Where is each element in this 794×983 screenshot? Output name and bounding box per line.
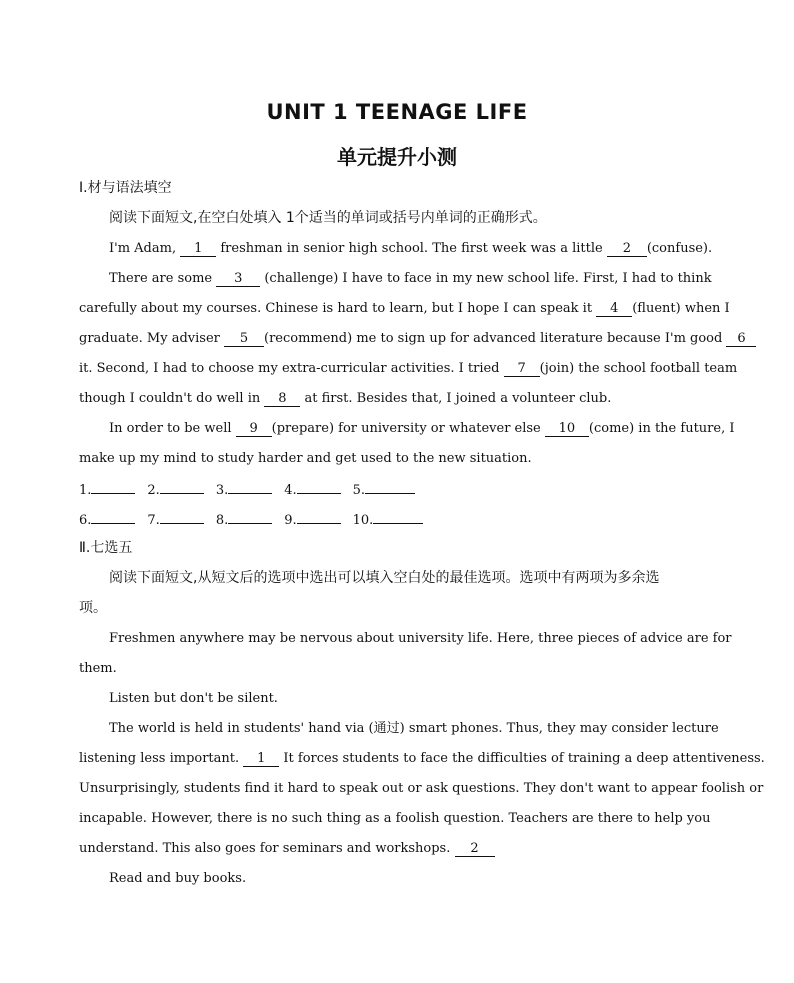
passage2-line-7: understand. This also goes for seminars and workshops. 2	[79, 841, 495, 857]
blank-8[interactable]: 8	[264, 392, 300, 407]
passage1-line-6: though I couldn't do well in 8 at first. Besides that, I joined a volunteer club.	[79, 391, 612, 406]
blank-10[interactable]: 10	[545, 422, 589, 437]
blank-6[interactable]: 6	[726, 332, 756, 347]
answer-slot[interactable]: 1.	[79, 482, 135, 499]
blank-5[interactable]: 5	[224, 332, 264, 347]
passage1-line-8: make up my mind to study harder and get used to the new situation.	[79, 451, 532, 466]
blank-9[interactable]: 9	[236, 422, 272, 437]
blank-3[interactable]: 3	[216, 272, 260, 287]
section1-instruction: 阅读下面短文,在空白处填入 1个适当的单词或括号内单词的正确形式。	[109, 210, 547, 226]
passage2-heading-2: Read and buy books.	[109, 871, 247, 886]
answer-slot[interactable]: 9.	[284, 512, 340, 529]
passage2-line-5: Unsurprisingly, students find it hard to speak out or ask questions. They don't want to appear foolish or	[79, 781, 764, 796]
blank-1[interactable]: 1	[180, 242, 216, 257]
passage1-line-5: it. Second, I had to choose my extra-curricular activities. I tried 7 (join) the school football team	[79, 361, 738, 376]
section2-instruction-2: 项。	[79, 600, 107, 616]
answer-slot[interactable]: 7.	[147, 512, 203, 529]
answer-row-2	[79, 512, 435, 529]
passage2-line-2: them.	[79, 661, 117, 676]
answer-slot[interactable]: 3.	[216, 482, 272, 499]
passage2-line-4: listening less important. 1 It forces students to face the difficulties of training a deep attentiveness.	[79, 751, 765, 766]
passage2-line-1: Freshmen anywhere may be nervous about university life. Here, three pieces of advice are for	[109, 631, 732, 646]
passage1-line-2: There are some 3 (challenge) I have to face in my new school life. First, I had to think	[109, 271, 712, 286]
passage2-line-3: The world is held in students' hand via (通过) smart phones. Thus, they may consider lecture	[109, 721, 719, 736]
section2-heading: Ⅱ.七选五	[79, 540, 133, 556]
blank-7[interactable]: 7	[504, 362, 540, 377]
answer-slot[interactable]: 5.	[353, 482, 415, 499]
answer-slot[interactable]: 8.	[216, 512, 272, 529]
unit-subtitle: 单元提升小测	[337, 145, 457, 169]
blank-s2-2[interactable]: 2	[455, 842, 495, 857]
section1-heading: Ⅰ.材与语法填空	[79, 180, 172, 196]
answer-slot[interactable]: 2.	[147, 482, 203, 499]
section2-instruction-1: 阅读下面短文,从短文后的选项中选出可以填入空白处的最佳选项。选项中有两项为多余选	[109, 570, 660, 586]
answer-row-1	[79, 482, 427, 499]
blank-4[interactable]: 4	[596, 302, 632, 317]
unit-title: UNIT 1 TEENAGE LIFE	[266, 100, 528, 124]
passage1-line-1: I'm Adam, 1 freshman in senior high school. The first week was a little 2 (confuse).	[109, 241, 713, 256]
answer-slot[interactable]: 10.	[353, 512, 424, 529]
passage1-line-4: graduate. My adviser 5 (recommend) me to sign up for advanced literature because I'm good 6	[79, 331, 756, 347]
passage1-line-7: In order to be well 9 (prepare) for university or whatever else 10 (come) in the future, I	[109, 421, 735, 436]
passage2-line-6: incapable. However, there is no such thing as a foolish question. Teachers are there to help you	[79, 811, 711, 826]
answer-slot[interactable]: 6.	[79, 512, 135, 529]
blank-s2-1[interactable]: 1	[243, 752, 279, 767]
passage2-heading-1: Listen but don't be silent.	[109, 691, 278, 706]
blank-2[interactable]: 2	[607, 242, 647, 257]
passage1-line-3: carefully about my courses. Chinese is hard to learn, but I hope I can speak it 4 (fluent) when I	[79, 301, 730, 316]
answer-slot[interactable]: 4.	[284, 482, 340, 499]
